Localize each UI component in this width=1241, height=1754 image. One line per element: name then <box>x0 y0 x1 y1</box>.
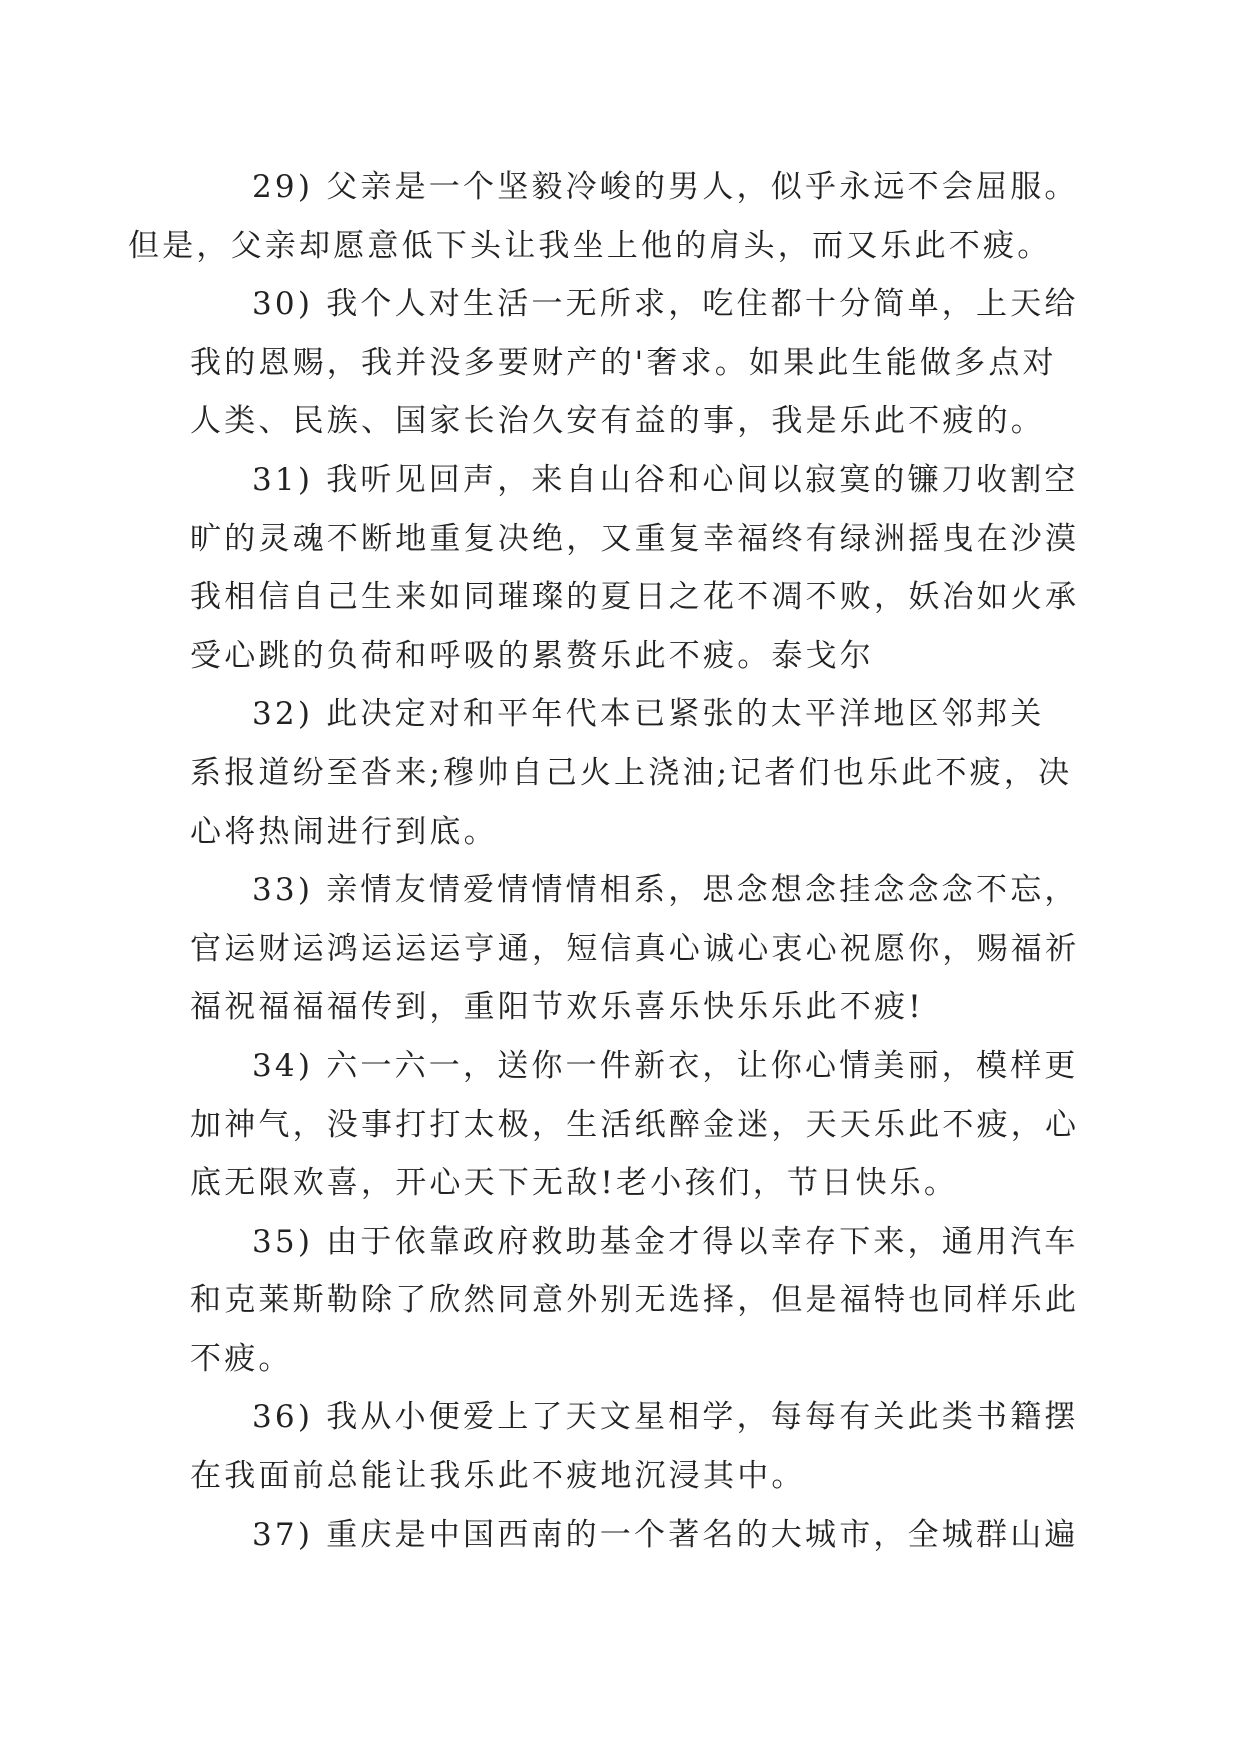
paragraph-line: 30) 我个人对生活一无所求，吃住都十分简单，上天给 <box>252 286 1079 323</box>
paragraph-line: 底无限欢喜，开心天下无敌!老小孩们，节日快乐。 <box>190 1165 959 1202</box>
paragraph-line: 32) 此决定对和平年代本已紧张的太平洋地区邻邦关 <box>252 696 1045 733</box>
paragraph-line: 福祝福福福传到，重阳节欢乐喜乐快乐乐此不疲! <box>190 989 924 1026</box>
paragraph-line: 34) 六一六一，送你一件新衣，让你心情美丽，模样更 <box>252 1047 1079 1084</box>
paragraph-line: 33) 亲情友情爱情情情相系，思念想念挂念念念不忘， <box>252 872 1079 909</box>
paragraph-line: 我相信自己生来如同璀璨的夏日之花不凋不败，妖冶如火承 <box>190 579 1080 616</box>
paragraph-35 <box>190 1213 1080 1389</box>
paragraph-37 <box>190 1506 1079 1565</box>
paragraph-line: 系报道纷至沓来;穆帅自己火上浇油;记者们也乐此不疲，决 <box>190 754 1073 791</box>
paragraph-line: 旷的灵魂不断地重复决绝，又重复幸福终有绿洲摇曳在沙漠 <box>190 520 1080 557</box>
paragraph-line: 在我面前总能让我乐此不疲地沉浸其中。 <box>190 1458 806 1495</box>
paragraph-line: 我的恩赐，我并没多要财产的'奢求。如果此生能做多点对 <box>190 344 1057 381</box>
document-body <box>128 158 1080 1564</box>
paragraph-line: 受心跳的负荷和呼吸的累赘乐此不疲。泰戈尔 <box>190 637 874 674</box>
paragraph-31 <box>190 451 1080 685</box>
paragraph-line: 36) 我从小便爱上了天文星相学，每每有关此类书籍摆 <box>252 1399 1079 1436</box>
paragraph-line: 35) 由于依靠政府救助基金才得以幸存下来，通用汽车 <box>252 1223 1079 1260</box>
paragraph-line: 29) 父亲是一个坚毅冷峻的男人，似乎永远不会屈服。 <box>252 169 1079 205</box>
paragraph-29 <box>128 158 1079 275</box>
paragraph-line: 官运财运鸿运运运亨通，短信真心诚心衷心祝愿你，赐福祈 <box>190 930 1080 967</box>
paragraph-line: 加神气，没事打打太极，生活纸醉金迷，天天乐此不疲，心 <box>190 1106 1080 1143</box>
paragraph-line: 但是，父亲却愿意低下头让我坐上他的肩头，而又乐此不疲。 <box>128 227 1052 264</box>
paragraph-line: 心将热闹进行到底。 <box>190 813 498 850</box>
paragraph-line: 不疲。 <box>190 1340 293 1377</box>
paragraph-34 <box>190 1037 1080 1213</box>
paragraph-line: 31) 我听见回声，来自山谷和心间以寂寞的镰刀收割空 <box>252 461 1079 498</box>
paragraph-32 <box>190 685 1073 861</box>
paragraph-line: 37) 重庆是中国西南的一个著名的大城市，全城群山遍 <box>252 1516 1079 1553</box>
paragraph-line: 和克莱斯勒除了欣然同意外别无选择，但是福特也同样乐此 <box>190 1282 1080 1319</box>
paragraph-33 <box>190 861 1080 1037</box>
paragraph-36 <box>190 1388 1079 1505</box>
paragraph-30 <box>190 275 1079 451</box>
paragraph-line: 人类、民族、国家长治久安有益的事，我是乐此不疲的。 <box>190 403 1045 440</box>
